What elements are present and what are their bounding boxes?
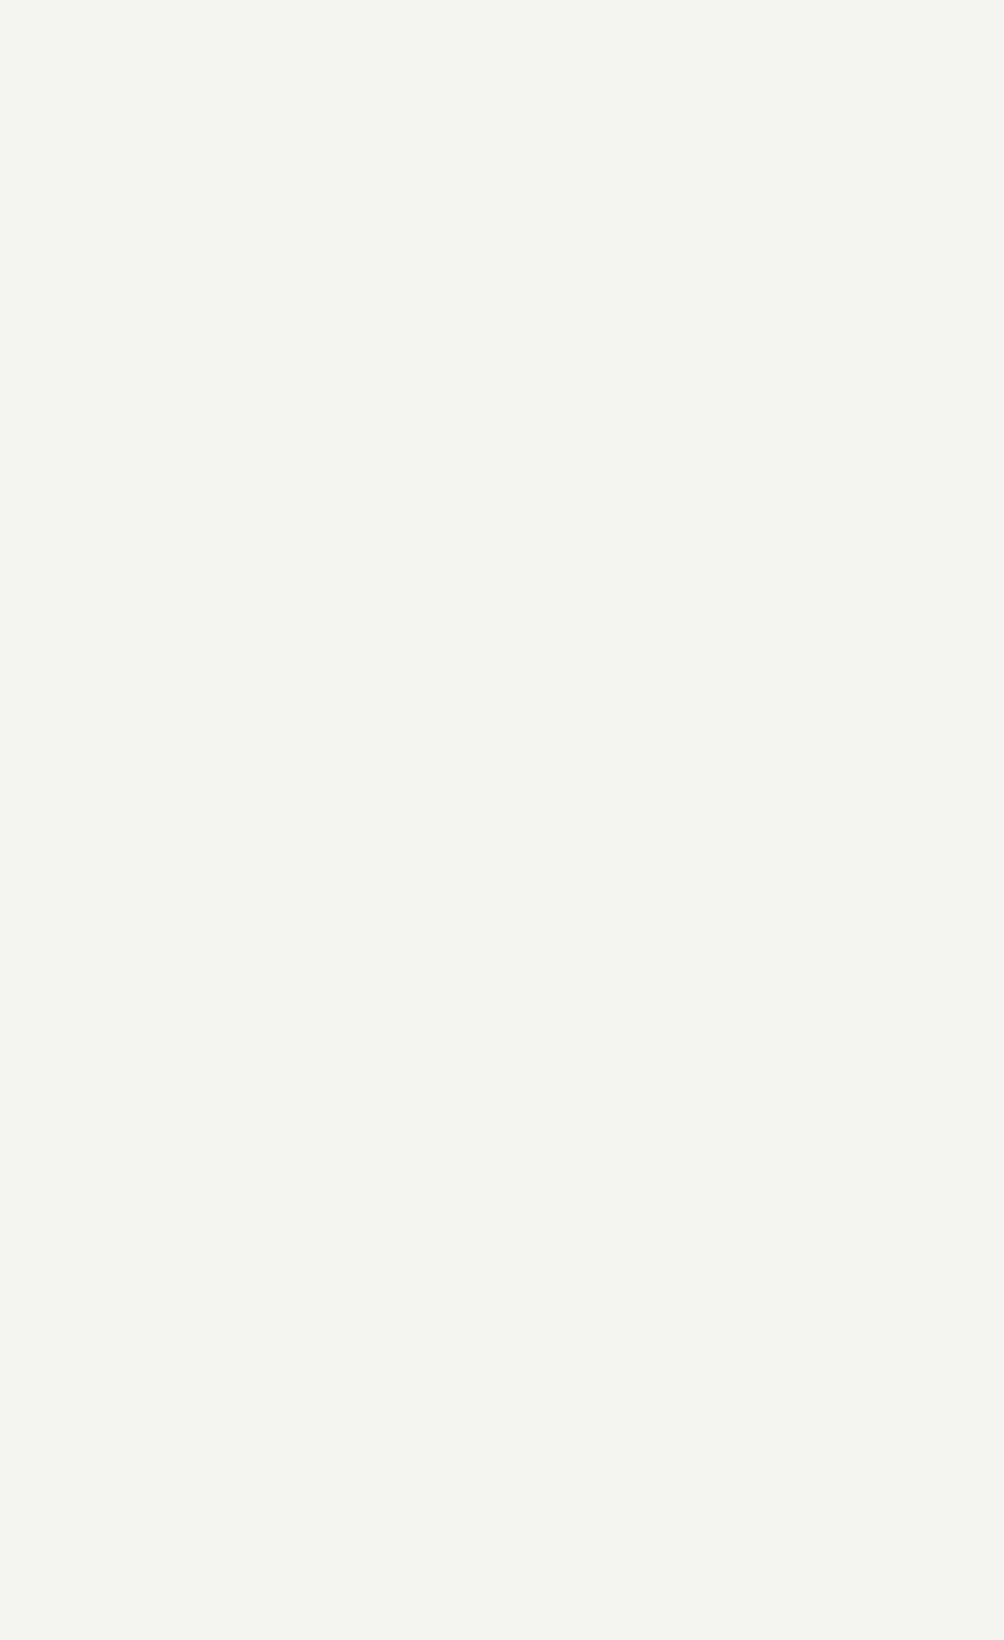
table-of-contents [83,104,956,136]
spacer [83,104,956,124]
spacer [83,124,956,136]
